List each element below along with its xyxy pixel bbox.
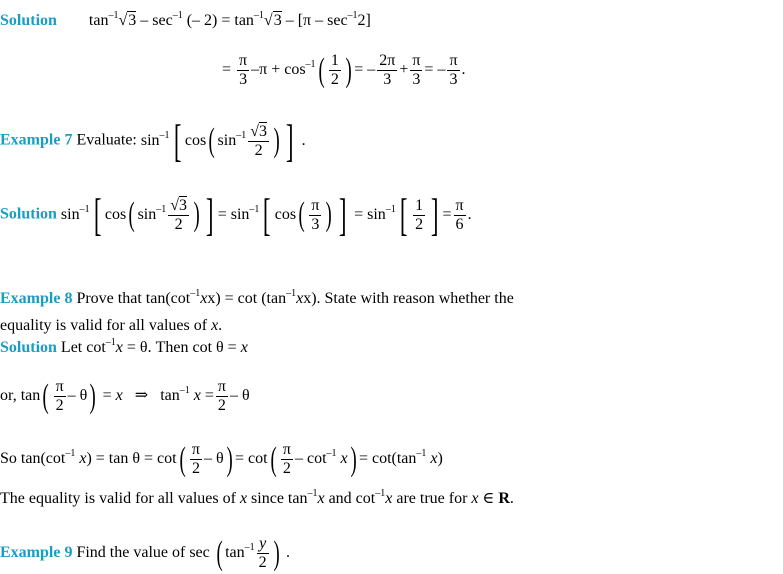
example-9-line: [0, 535, 290, 572]
example-9-text: Find the value of sec: [76, 544, 210, 562]
example-8-text: Prove that $\tan(\cot^{-1}xx) = \cot (\tan^{-1}xx)$. State with reason whether the: [76, 288, 514, 307]
fraction-pi-2b: $\frac{\pi}{2}$: [217, 378, 226, 414]
solution-7-expr: $\sin^{-1}$[ cos( $\sin^{-1}$ $\frac{√3}{2}$ ) ] = $\sin^{-1}$[ cos( $\frac{\pi}{3}$ ) ] = $\sin^{-1}$[ $\frac{1}{2}$ ] = $\frac{\pi}{6}$ .: [60, 189, 472, 240]
sqrt-3: √3: [118, 12, 137, 29]
solution-8-label: Solution: [0, 339, 57, 356]
or-line: or, tan( $\frac{\pi}{2}$ – θ) = x ⇒ $\tan^{-1} x$ = $\frac{\pi}{2}$ – θ: [0, 377, 250, 415]
fraction-pi-2: $\frac{\pi}{2}$: [55, 378, 64, 414]
so-line: So $\tan(\cot^{-1}$ x) = tan θ = cot( $\frac{\pi}{2}$ – θ) = cot( $\frac{\pi}{2}$ – $\cot^{-1} x) = \cot(\tan^{-1}$ x): [0, 440, 443, 478]
example-7-text: Evaluate:: [76, 131, 137, 149]
example-8-line-2: equality is valid for all values of x.: [0, 317, 223, 334]
so-expr: $\tan(\cot^{-1}$ x) = tan θ = cot( $\frac{\pi}{2}$ – θ) = cot( $\frac{\pi}{2}$ – $\cot^{-1} x) = \cot(\tan^{-1}$ x): [20, 440, 443, 478]
solution-line-2: = $\frac{\pi}{3}$ $-\pi + \cos^{-1}$( $\frac{1}{2}$ ) = – $\frac{2\pi}{3}$ + $\frac{\pi}{3}$ = – $\frac{\pi}{3}$ .: [222, 51, 466, 89]
solution-8-line: Solution Let $\cot^{-1}x = \theta$. Then cot θ = x: [0, 337, 248, 356]
solution-line-1: [0, 11, 371, 31]
example-7-label: Example 7: [0, 131, 73, 149]
example-8-label: Example 8: [0, 290, 73, 307]
solution-label: Solution: [0, 12, 57, 29]
example-9-expr: ( $\tan^{-1}$ $\frac{y}{2}$ ) .: [216, 534, 290, 572]
fraction-1-2b: $\frac{1}{2}$: [415, 196, 424, 233]
or-expr: tan( $\frac{\pi}{2}$ – θ) = x ⇒ $\tan^{-1} x$ = $\frac{\pi}{2}$ – θ: [20, 377, 250, 415]
fraction-pi-3b: $\frac{\pi}{3}$: [412, 52, 421, 88]
equality-line: The equality is valid for all values of x since $\tan^{-1}x$ and $\cot^{-1}x$ are true for x ∈ R.: [0, 488, 514, 507]
fraction-sqrt3-2: $\frac{√3}{2}$: [250, 122, 267, 159]
fraction-1-2: $\frac{1}{2}$: [330, 52, 339, 88]
fraction-pi-6: $\frac{\pi}{6}$: [455, 196, 464, 233]
solution-7-label: Solution: [0, 205, 57, 223]
fraction-pi-2d: $\frac{\pi}{2}$: [282, 441, 291, 477]
fraction-pi-2c: $\frac{\pi}{2}$: [191, 441, 200, 477]
solution-7-line: [0, 189, 472, 240]
example-7-line: [0, 115, 306, 166]
sqrt-3b: √3: [263, 12, 282, 29]
fraction-pi-3d: $\frac{\pi}{3}$: [311, 196, 320, 233]
equation: $\tan^{-1}√3 - \sec^{-1}$ (– $2) = \tan^{-1}√3 - [\pi - \sec^{-1}2]$: [88, 10, 371, 29]
example-9-label: Example 9: [0, 544, 73, 562]
fraction-pi-3: $\frac{\pi}{3}$: [239, 52, 248, 88]
example-7-expr: $\sin^{-1}$[ cos( $\sin^{-1}$ $\frac{√3}{2}$ ) ] .: [140, 115, 306, 166]
example-8-line: [0, 289, 616, 309]
fraction-2pi-3: $\frac{2\pi}{3}$: [379, 52, 396, 88]
fraction-y-2: $\frac{y}{2}$: [258, 535, 267, 571]
fraction-pi-3c: $\frac{\pi}{3}$: [449, 52, 458, 88]
fraction-sqrt3-2b: $\frac{√3}{2}$: [170, 196, 188, 233]
